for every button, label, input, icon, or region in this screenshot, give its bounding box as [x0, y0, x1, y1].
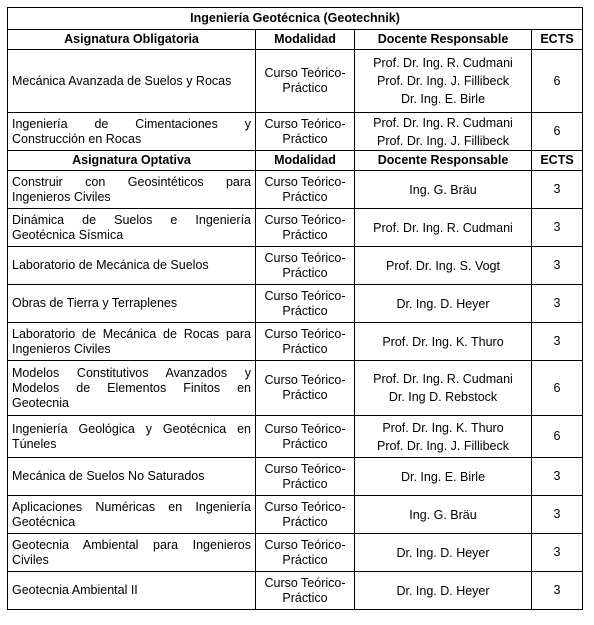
- course-lecturer: Prof. Dr. Ing. R. Cudmani: [373, 56, 513, 70]
- course-mode: [256, 323, 355, 361]
- course-lecturers: [355, 50, 532, 113]
- course-mode-line: Curso Teórico-: [264, 575, 346, 590]
- table-row: [8, 323, 583, 361]
- course-mode-line: Curso Teórico-: [264, 373, 346, 387]
- optional-header-row: [8, 151, 583, 171]
- course-subject: Obras de Tierra y Terraplenes: [8, 285, 256, 323]
- course-lecturers: [355, 323, 532, 361]
- course-ects: 6: [532, 113, 583, 151]
- course-lecturer: Prof. Dr. Ing. R. Cudmani: [373, 220, 513, 235]
- course-mode-line: Práctico: [282, 131, 328, 146]
- course-mode-line: Curso Teórico-: [264, 326, 346, 341]
- optional-lecturer-header: Docente Responsable: [355, 151, 532, 171]
- course-lecturers: [355, 534, 532, 572]
- optional-subject-header: Asignatura Optativa: [8, 151, 256, 171]
- course-mode-line: Curso Teórico-: [264, 288, 346, 303]
- course-subject: Mecánica Avanzada de Suelos y Rocas: [8, 50, 256, 113]
- table-row: [8, 416, 583, 458]
- course-subject: Ingeniería Geológica y Geotécnica en Túneles: [8, 416, 256, 458]
- course-mode-line: Curso Teórico-: [264, 116, 346, 131]
- course-ects: 3: [532, 572, 583, 610]
- course-ects: 3: [532, 171, 583, 209]
- course-lecturer: Dr. Ing. D. Heyer: [396, 296, 490, 311]
- course-ects: 3: [532, 534, 583, 572]
- course-mode-line: Práctico: [282, 514, 328, 529]
- course-mode-line: Curso Teórico-: [264, 250, 346, 265]
- course-mode: [256, 572, 355, 610]
- course-subject: Geotecnia Ambiental para Ingenieros Civiles: [8, 534, 256, 572]
- course-ects: 6: [532, 416, 583, 458]
- table-row: [8, 361, 583, 416]
- course-lecturer: Dr. Ing. D. Heyer: [396, 545, 490, 560]
- table-row: [8, 171, 583, 209]
- course-mode: [256, 285, 355, 323]
- course-lecturers: [355, 247, 532, 285]
- table-row: [8, 285, 583, 323]
- course-lecturers: [355, 361, 532, 416]
- course-lecturer: Dr. Ing. E. Birle: [400, 92, 486, 106]
- course-ects: 6: [532, 361, 583, 416]
- table-row: [8, 113, 583, 151]
- table-row: [8, 247, 583, 285]
- course-mode-line: Curso Teórico-: [264, 499, 346, 514]
- course-mode: [256, 534, 355, 572]
- course-lecturers: [355, 496, 532, 534]
- required-header-row: [8, 30, 583, 50]
- course-ects: 3: [532, 285, 583, 323]
- course-mode-line: Práctico: [282, 81, 328, 95]
- course-lecturers: [355, 209, 532, 247]
- course-table: [7, 7, 583, 610]
- course-mode-line: Práctico: [282, 552, 328, 567]
- course-subject: Laboratorio de Mecánica de Suelos: [8, 247, 256, 285]
- course-lecturer: Dr. Ing. E. Birle: [400, 469, 486, 484]
- course-lecturers: [355, 572, 532, 610]
- course-lecturers: [355, 171, 532, 209]
- course-subject: Laboratorio de Mecánica de Rocas para Ingenieros Civiles: [8, 323, 256, 361]
- required-mode-header: Modalidad: [256, 30, 355, 50]
- course-subject: Aplicaciones Numéricas en Ingeniería Geotécnica: [8, 496, 256, 534]
- course-mode-line: Práctico: [282, 189, 328, 204]
- course-ects: 3: [532, 496, 583, 534]
- required-subject-header: Asignatura Obligatoria: [8, 30, 256, 50]
- course-lecturer: Prof. Dr. Ing. J. Fillibeck: [377, 133, 509, 148]
- course-ects: 3: [532, 323, 583, 361]
- course-ects: 3: [532, 209, 583, 247]
- required-courses: [8, 50, 583, 151]
- course-lecturer: Prof. Dr. Ing. R. Cudmani: [373, 372, 513, 386]
- optional-mode-header: Modalidad: [256, 151, 355, 171]
- course-ects: 3: [532, 247, 583, 285]
- course-subject: Mecánica de Suelos No Saturados: [8, 458, 256, 496]
- course-mode-line: Práctico: [282, 341, 328, 356]
- course-mode: [256, 458, 355, 496]
- course-mode-line: Curso Teórico-: [264, 66, 346, 80]
- course-mode: [256, 496, 355, 534]
- course-mode-line: Práctico: [282, 590, 328, 605]
- course-lecturer: Prof. Dr. Ing. K. Thuro: [382, 334, 504, 349]
- table-row: [8, 572, 583, 610]
- course-lecturer: Ing. G. Bräu: [409, 182, 477, 197]
- course-mode: [256, 209, 355, 247]
- table-row: [8, 496, 583, 534]
- course-lecturers: [355, 113, 532, 151]
- course-ects: 6: [532, 50, 583, 113]
- course-subject: Ingeniería de Cimentaciones y Construcción en Rocas: [8, 113, 256, 151]
- course-lecturer: Dr. Ing. D. Heyer: [396, 583, 490, 598]
- course-lecturer: Ing. G. Bräu: [409, 507, 477, 522]
- course-mode: [256, 113, 355, 151]
- course-mode: [256, 361, 355, 416]
- course-mode-line: Curso Teórico-: [264, 212, 346, 227]
- course-mode-line: Práctico: [282, 388, 328, 402]
- course-lecturer: Dr. Ing D. Rebstock: [388, 390, 498, 404]
- course-ects: 3: [532, 458, 583, 496]
- course-mode-line: Práctico: [282, 436, 328, 451]
- course-mode: [256, 416, 355, 458]
- course-mode-line: Práctico: [282, 265, 328, 280]
- course-subject: Dinámica de Suelos e Ingeniería Geotécnica Sísmica: [8, 209, 256, 247]
- table-row: [8, 50, 583, 113]
- course-mode-line: Curso Teórico-: [264, 174, 346, 189]
- table-title: Ingeniería Geotécnica (Geotechnik): [8, 8, 583, 30]
- table-row: [8, 209, 583, 247]
- optional-ects-header: ECTS: [532, 151, 583, 171]
- course-mode: [256, 247, 355, 285]
- course-subject: Modelos Constitutivos Avanzados y Modelos de Elementos Finitos en Geotecnia: [8, 361, 256, 416]
- course-mode-line: Práctico: [282, 227, 328, 242]
- course-mode-line: Curso Teórico-: [264, 461, 346, 476]
- course-mode-line: Curso Teórico-: [264, 537, 346, 552]
- course-lecturer: Prof. Dr. Ing. J. Fillibeck: [377, 74, 509, 88]
- title-row: [8, 8, 583, 30]
- course-mode: [256, 50, 355, 113]
- course-lecturer: Prof. Dr. Ing. K. Thuro: [382, 420, 504, 435]
- table-row: [8, 534, 583, 572]
- required-ects-header: ECTS: [532, 30, 583, 50]
- optional-courses: [8, 171, 583, 610]
- course-subject: Construir con Geosintéticos para Ingenieros Civiles: [8, 171, 256, 209]
- course-lecturer: Prof. Dr. Ing. J. Fillibeck: [377, 438, 509, 453]
- course-mode: [256, 171, 355, 209]
- course-mode-line: Curso Teórico-: [264, 421, 346, 436]
- course-lecturer: Prof. Dr. Ing. R. Cudmani: [373, 115, 513, 130]
- course-lecturer: Prof. Dr. Ing. S. Vogt: [386, 258, 500, 273]
- course-lecturers: [355, 416, 532, 458]
- course-mode-line: Práctico: [282, 303, 328, 318]
- course-lecturers: [355, 458, 532, 496]
- course-mode-line: Práctico: [282, 476, 328, 491]
- table-row: [8, 458, 583, 496]
- course-subject: Geotecnia Ambiental II: [8, 572, 256, 610]
- course-lecturers: [355, 285, 532, 323]
- required-lecturer-header: Docente Responsable: [355, 30, 532, 50]
